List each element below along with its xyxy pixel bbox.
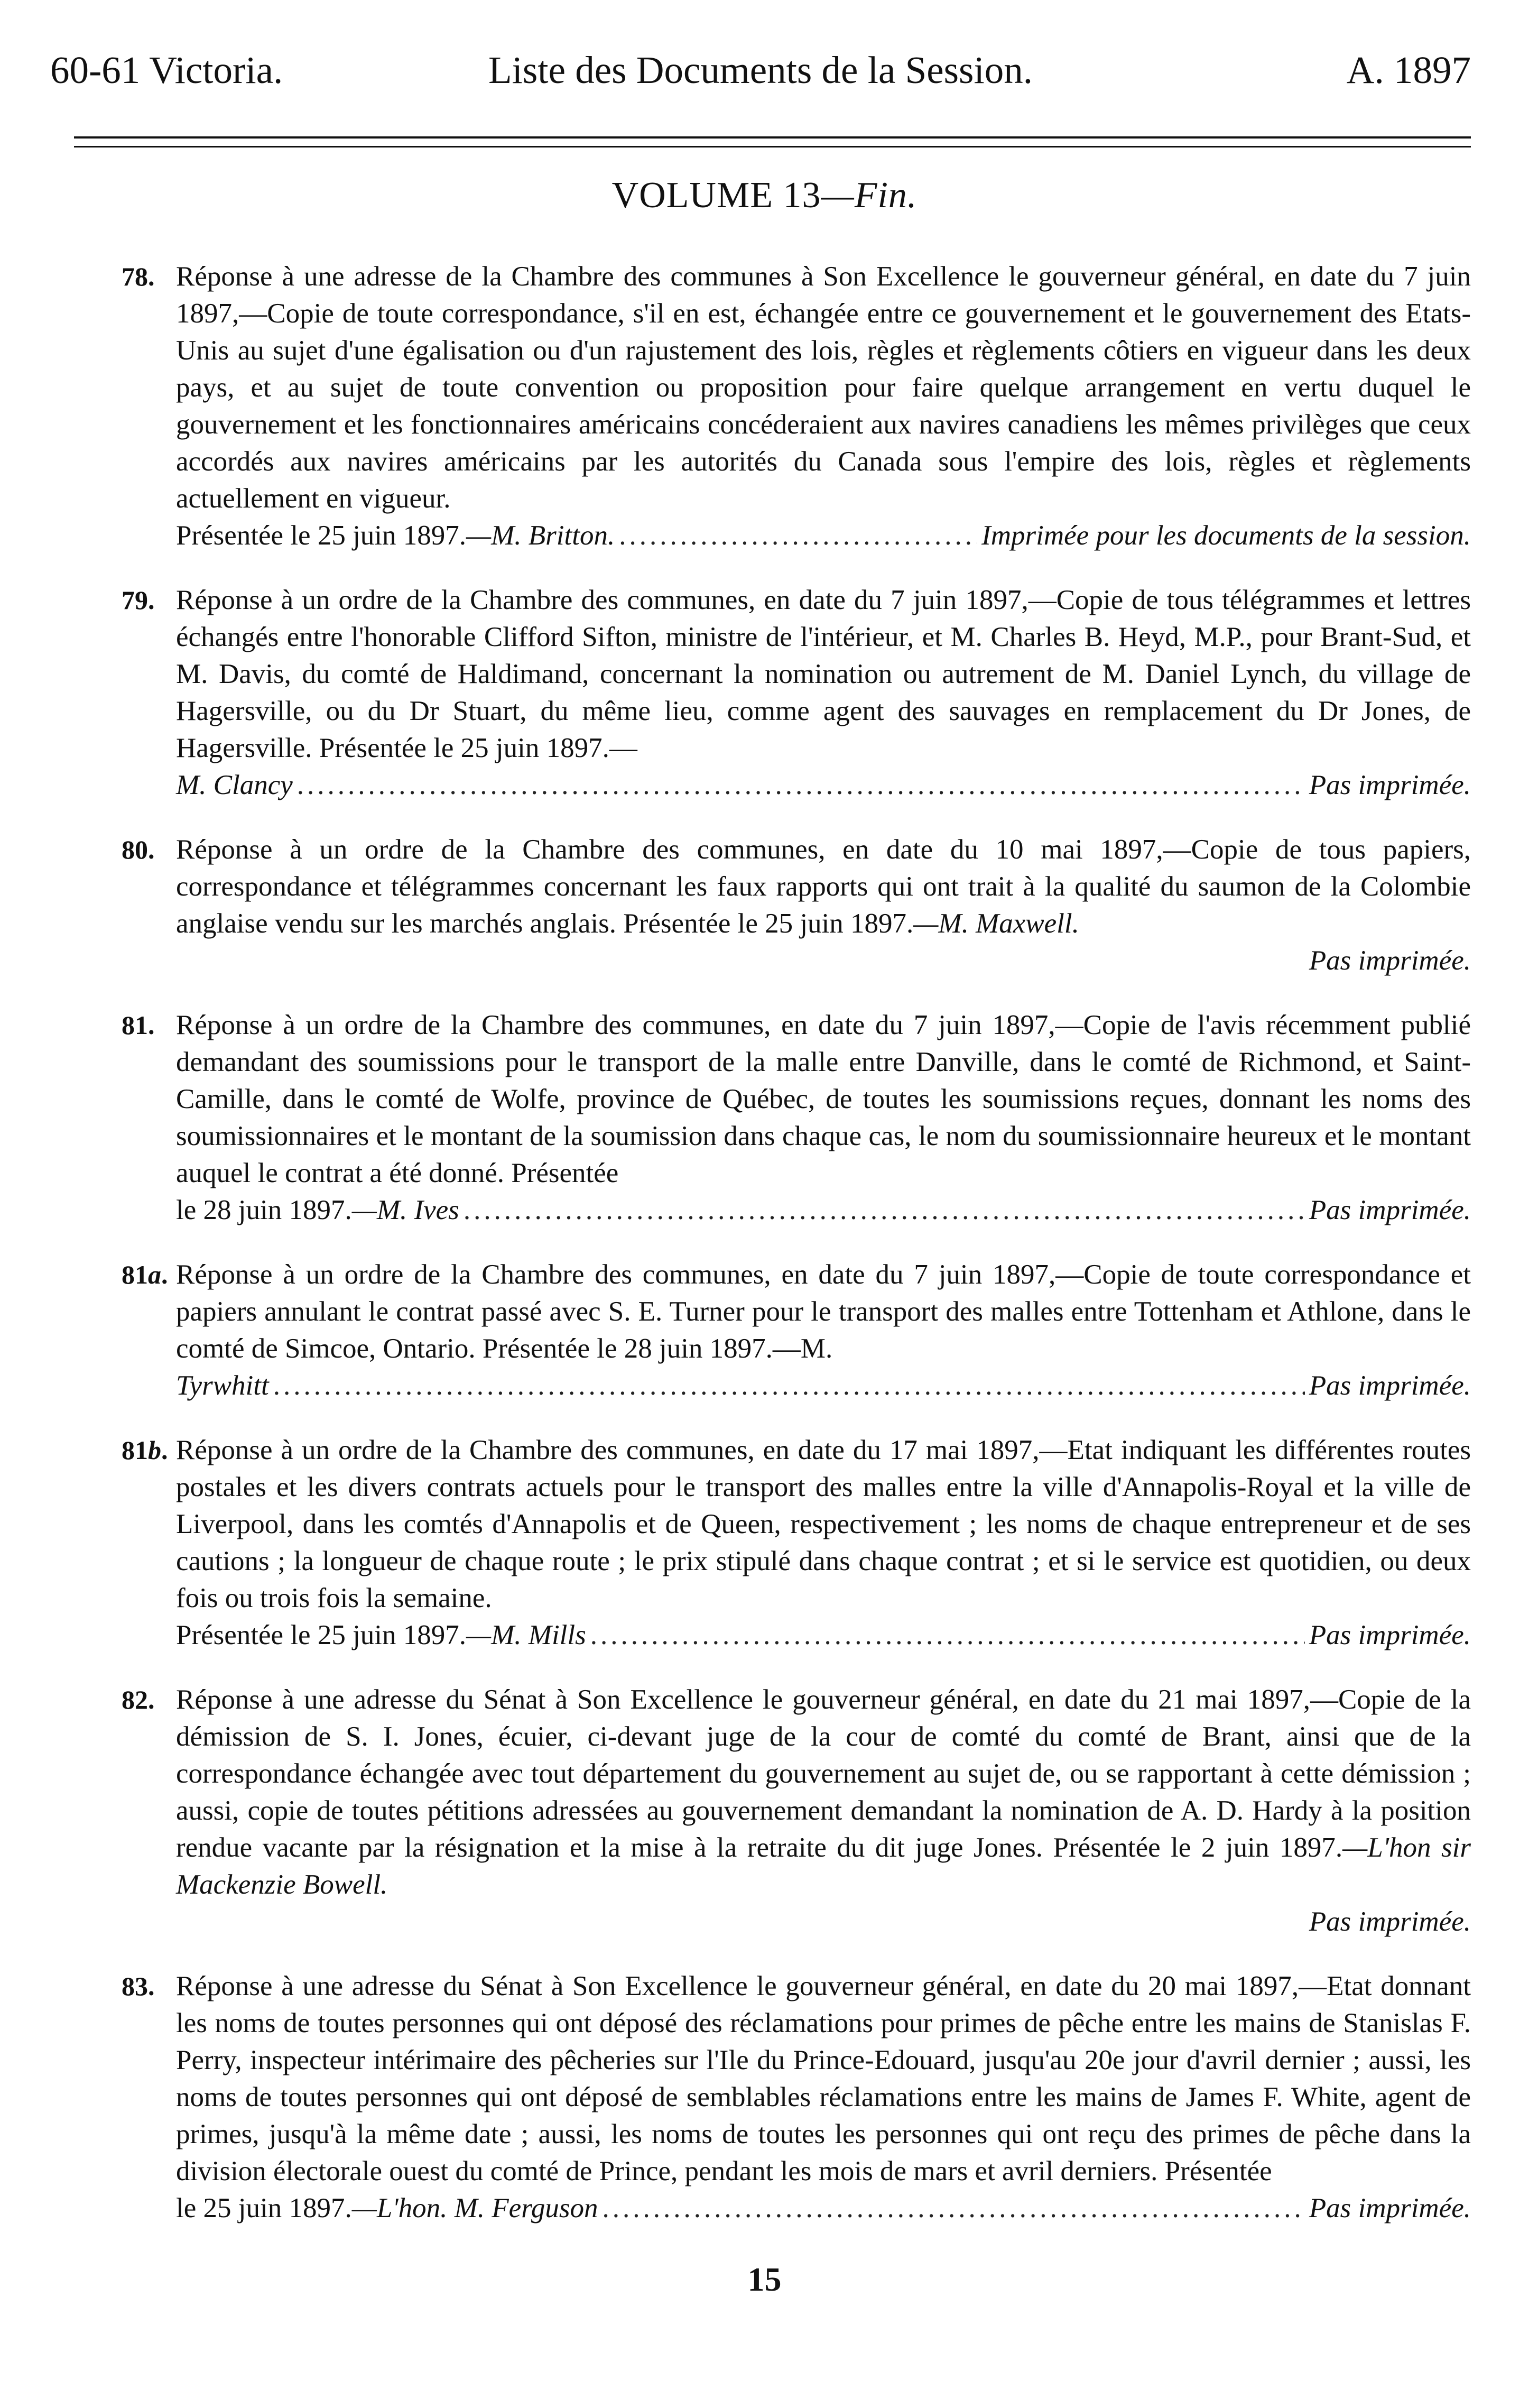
entry-tail xyxy=(176,1617,1471,1654)
entry-body: Réponse à un ordre de la Chambre des communes, en date du 7 juin 1897,—Copie de tous télégrammes et lettres échangés entre l'honorable Clifford Sifton, ministre de l'intérieur, et M. Charles B. Heyd, M.P., pour Brant-Sud, et M. Davis, du comté de Haldimand, concernant la nomination ou autrement de M. Daniel Lynch, du village de Hagersville, ou du Dr Stuart, du même lieu, comme agent des sauvages en remplacement du Dr Jones, de Hagersville. Présentée le 25 juin 1897.— xyxy=(176,585,1471,763)
entry-status: Pas imprimée. xyxy=(1309,1906,1471,1937)
entry-presented: le 25 juin 1897.—L'hon. M. Ferguson xyxy=(176,2193,598,2224)
running-header xyxy=(50,47,1471,94)
entry-presented: Présentée le 25 juin 1897.—M. Britton. xyxy=(176,520,615,551)
list-item xyxy=(74,1256,1471,1404)
header-title: Liste des Documents de la Session. xyxy=(488,49,1033,91)
entry-presented: Présentée le 25 juin 1897.—M. Mills xyxy=(176,1620,586,1650)
entry-status: Pas imprimée. xyxy=(1309,2193,1471,2224)
entry-body: Réponse à un ordre de la Chambre des communes, en date du 7 juin 1897,—Copie de toute correspondance et papiers annulant le contrat passé avec S. E. Turner pour le transport des malles entre Tottenham et Athlone, dans le comté de Simcoe, Ontario. Présentée le 28 juin 1897.—M. xyxy=(176,1259,1471,1364)
page-number: 15 xyxy=(747,2261,782,2298)
entry-tail xyxy=(176,1192,1471,1229)
volume-suffix: —Fin. xyxy=(821,175,918,216)
header-rule-top xyxy=(74,136,1471,139)
leader-dots xyxy=(297,767,1305,804)
entry-status: Pas imprimée. xyxy=(1309,945,1471,976)
list-item xyxy=(74,1432,1471,1654)
list-item xyxy=(74,1968,1471,2227)
entry-mover: —M. Maxwell. xyxy=(913,908,1079,939)
list-item xyxy=(74,831,1471,979)
volume-title: VOLUME 13 xyxy=(611,175,821,216)
entry-mover: Tyrwhitt xyxy=(176,1370,269,1401)
entry-mover: M. Clancy xyxy=(176,770,293,800)
entry-number: 79. xyxy=(122,585,155,615)
entry-number: 82. xyxy=(122,1685,155,1714)
leader-dots xyxy=(619,517,977,554)
entry-number: 78. xyxy=(122,262,155,291)
entry-number: 81. xyxy=(122,1010,155,1040)
entry-body: Réponse à une adresse de la Chambre des communes à Son Excellence le gouverneur général, en date du 7 juin 1897,—Copie de toute correspondance, s'il en est, échangée entre ce gouvernement et le gouvernement des Etats-Unis au sujet d'une égalisation ou d'un rajustement des lois, règles et règlements côtiers en vigueur dans les deux pays, et au sujet de toute convention ou proposition pour faire quelque arrangement en vertu duquel le gouvernement et les fonctionnaires américains concéderaient aux navires canadiens les mêmes privilèges que ceux accordés aux navires américains par les autorités du Canada sous l'empire des lois, règles et règlements actuellement en vigueur. xyxy=(176,261,1471,514)
header-rule-bottom xyxy=(74,146,1471,147)
entry-number: 81b. xyxy=(122,1435,168,1465)
list-item xyxy=(74,582,1471,804)
entry-status: Pas imprimée. xyxy=(1309,1620,1471,1650)
entry-number: 83. xyxy=(122,1971,155,2001)
leader-dots xyxy=(464,1192,1305,1229)
entry-tail xyxy=(176,2190,1471,2227)
document-list xyxy=(74,258,1471,2254)
entry-body: Réponse à une adresse du Sénat à Son Excellence le gouverneur général, en date du 21 mai 1897,—Copie de la démission de S. I. Jones, écuier, ci-devant juge de la cour de comté du comté de Brant, ainsi que de la correspondance échangée avec tout département du gouvernement au sujet de, ou se rapportant à cette démission ; aussi, copie de toutes pétitions adressées au gouvernement demandant la nomination de A. D. Hardy à la position rendue vacante par la résignation et la mise à la retraite du dit juge Jones. Présentée le 2 juin 1897. xyxy=(176,1684,1471,1863)
volume-heading xyxy=(0,174,1529,217)
entry-status: Imprimée pour les documents de la session. xyxy=(981,520,1471,551)
entry-body: Réponse à un ordre de la Chambre des communes, en date du 10 mai 1897,—Copie de tous papiers, correspondance et télégrammes concernant les faux rapports qui ont trait à la qualité du saumon de la Colombie anglaise vendu sur les marchés anglais. Présentée le 25 juin 1897. xyxy=(176,834,1471,939)
leader-dots xyxy=(273,1367,1305,1404)
leader-dots xyxy=(590,1617,1305,1654)
entry-body: Réponse à un ordre de la Chambre des communes, en date du 17 mai 1897,—Etat indiquant les différentes routes postales et les divers contrats actuels pour le transport des malles entre la ville d'Annapolis-Royal et la ville de Liverpool, dans les comtés d'Annapolis et de Queen, respectivement ; les noms de chaque entrepreneur et de ses cautions ; la longueur de chaque route ; le prix stipulé dans chaque contrat ; et si le service est quotidien, ou deux fois ou trois fois la semaine. xyxy=(176,1435,1471,1613)
header-session: 60-61 Victoria. xyxy=(50,49,283,91)
list-item xyxy=(74,1007,1471,1229)
list-item xyxy=(74,1681,1471,1940)
entry-tail xyxy=(176,767,1471,804)
list-item xyxy=(74,258,1471,554)
entry-status: Pas imprimée. xyxy=(1309,1195,1471,1225)
entry-body: Réponse à un ordre de la Chambre des communes, en date du 7 juin 1897,—Copie de l'avis récemment publié demandant des soumissions pour le transport de la malle entre Danville, dans le comté de Richmond, et Saint-Camille, dans le comté de Wolfe, province de Québec, de toutes les soumissions reçues, donnant les noms des soumissionnaires et le montant de la soumission dans chaque cas, le nom du soumissionnaire heureux et le montant auquel le contrat a été donné. Présentée xyxy=(176,1010,1471,1188)
leader-dots xyxy=(602,2190,1304,2227)
entry-body: Réponse à une adresse du Sénat à Son Excellence le gouverneur général, en date du 20 mai 1897,—Etat donnant les noms de toutes personnes qui ont déposé des réclamations pour primes de pêche entre les mains de Stanislas F. Perry, inspecteur intérimaire des pêcheries sur l'Ile du Prince-Edouard, jusqu'au 20e jour d'avril dernier ; aussi, les noms de toutes personnes qui ont déposé de semblables réclamations entre les mains de James F. White, agent de primes, jusqu'à la même date ; aussi, les noms de toutes les personnes qui ont reçu des primes de pêche dans la division électorale ouest du comté de Prince, pendant les mois de mars et avril derniers. Présentée xyxy=(176,1971,1471,2186)
entry-number: 81a. xyxy=(122,1260,168,1289)
entry-status: Pas imprimée. xyxy=(1309,1370,1471,1401)
entry-status: Pas imprimée. xyxy=(1309,770,1471,800)
entry-tail xyxy=(176,1367,1471,1404)
entry-presented: le 28 juin 1897.—M. Ives xyxy=(176,1195,459,1225)
entry-mover: —L'hon sir Mackenzie Bowell. xyxy=(176,1832,1471,1900)
header-year: A. 1897 xyxy=(1346,49,1471,91)
entry-tail xyxy=(176,517,1471,554)
entry-number: 80. xyxy=(122,835,155,864)
